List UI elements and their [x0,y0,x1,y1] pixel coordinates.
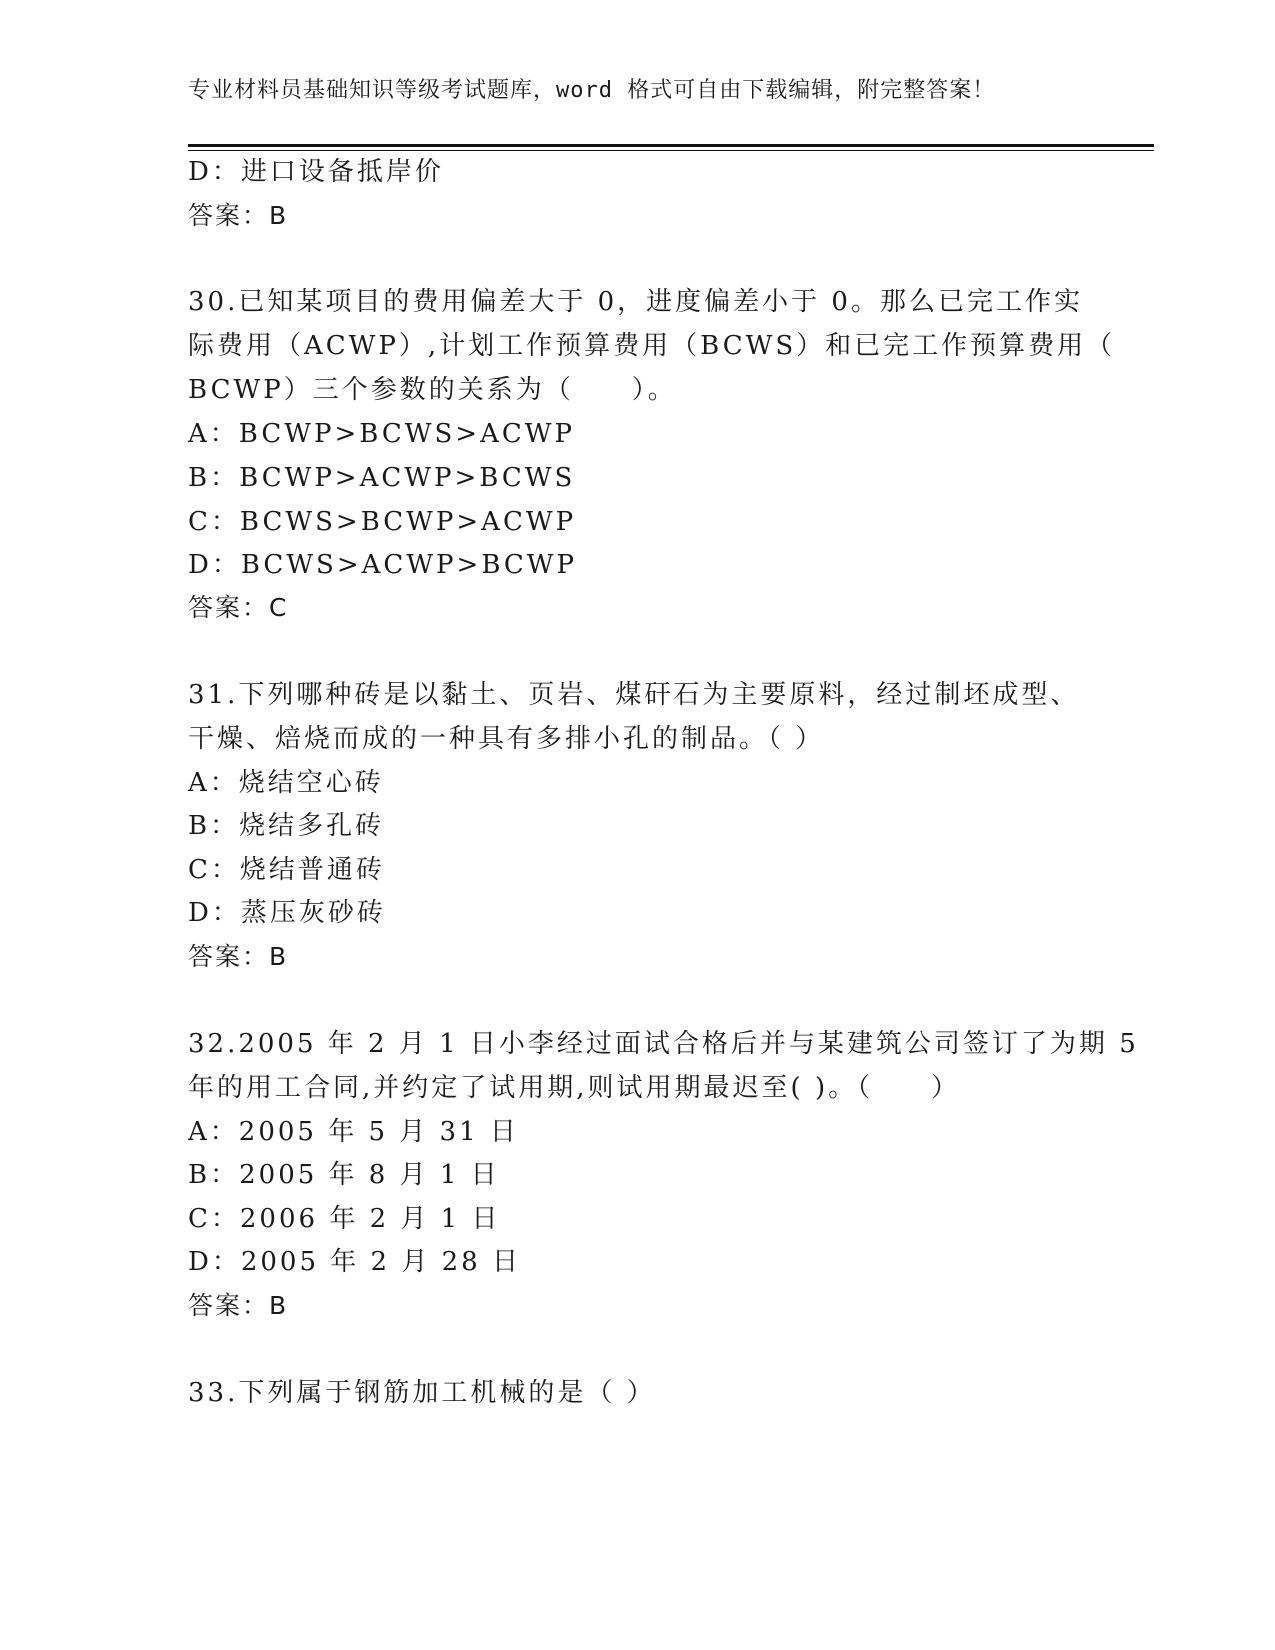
q32-option-c: C：2006 年 2 月 1 日 [188,1204,501,1234]
q31-option-c: C：烧结普通砖 [188,855,385,885]
q31-answer: 答案：B [188,942,289,971]
q32-option-a: A：2005 年 5 月 31 日 [188,1117,519,1147]
q30-stem-line2: 际费用（ACWP）,计划工作预算费用（BCWS）和已完工作预算费用（ [188,331,1116,361]
q31-option-d: D：蒸压灰砂砖 [188,898,386,928]
q31-stem-line1: 31.下列哪种砖是以黏土、页岩、煤矸石为主要原料，经过制坯成型、 [188,680,1080,710]
q30-stem-line1: 30.已知某项目的费用偏差大于 0，进度偏差小于 0。那么已完工作实 [188,287,1083,317]
header-divider-thin [188,150,1154,151]
q30-stem-line3: BCWP）三个参数的关系为（ ）。 [188,375,677,405]
q30-option-a: A：BCWP>BCWS>ACWP [188,419,575,449]
q32-option-d: D：2005 年 2 月 28 日 [188,1247,521,1277]
q31-option-a: A：烧结空心砖 [188,768,384,798]
q32-stem-line1: 32.2005 年 2 月 1 日小李经过面试合格后并与某建筑公司签订了为期 5 [188,1029,1139,1059]
q30-option-b: B：BCWP>ACWP>BCWS [188,463,576,493]
q32-answer: 答案：B [188,1291,289,1320]
page-header: 专业材料员基础知识等级考试题库，word 格式可自由下载编辑，附完整答案！ [188,78,996,103]
q29-option-d: D：进口设备抵岸价 [188,157,444,187]
q32-option-b: B：2005 年 8 月 1 日 [188,1160,500,1190]
q30-option-c: C：BCWS>BCWP>ACWP [188,507,577,537]
q33-stem-line1: 33.下列属于钢筋加工机械的是（ ） [188,1378,656,1408]
q29-answer: 答案：B [188,201,289,230]
header-divider-thick [188,144,1154,147]
q30-option-d: D：BCWS>ACWP>BCWP [188,550,578,580]
q32-stem-line2: 年的用工合同,并约定了试用期,则试用期最迟至( )。（ ） [188,1073,961,1103]
q31-option-b: B：烧结多孔砖 [188,811,385,841]
q31-stem-line2: 干燥、焙烧而成的一种具有多排小孔的制品。（ ） [188,724,825,754]
q30-answer: 答案：C [188,593,289,622]
